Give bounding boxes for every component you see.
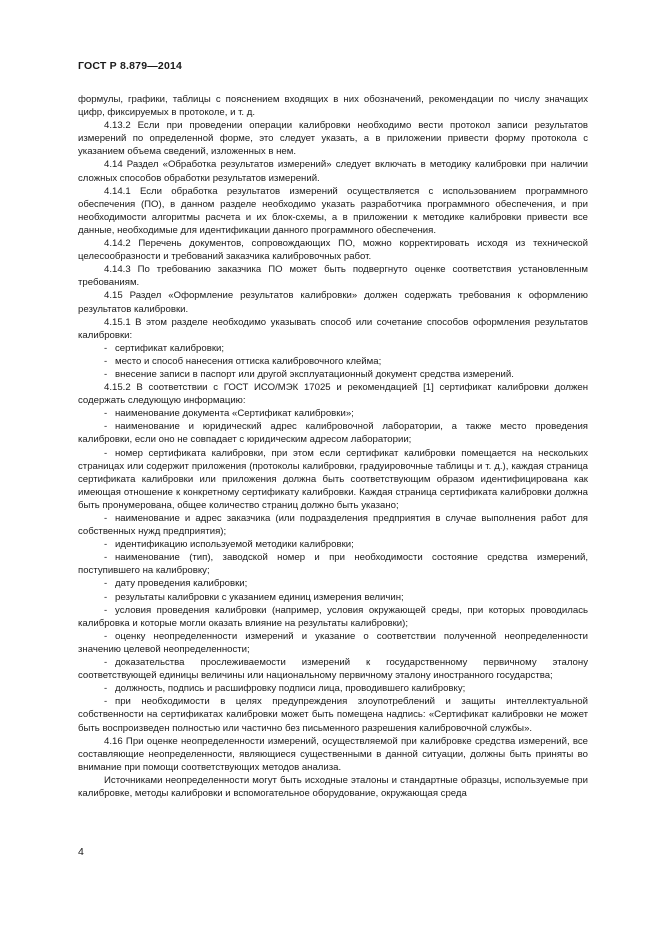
list-item: [78, 407, 588, 420]
paragraph-4-14-2: 4.14.2 Перечень документов, сопровождающих ПО, можно корректировать исходя из технической целесообразности и требований заказчика калибровочных работ.: [78, 238, 588, 263]
list-item-text: наименование документа «Сертификат калибровки»;: [115, 408, 354, 420]
list-dash: -: [104, 657, 108, 669]
list-dash: -: [104, 630, 108, 642]
list-item: [78, 591, 588, 604]
list-item-text: сертификат калибровки;: [115, 342, 225, 354]
list-dash: -: [104, 683, 108, 695]
list-item: [78, 551, 588, 577]
document-body: [78, 93, 588, 800]
list-dash: -: [104, 539, 108, 551]
list-item-text: оценку неопределенности измерений и указание о соответствии полученной неопределенности значению целевой неопределенности;: [78, 630, 588, 655]
list-dash: -: [104, 552, 108, 564]
list-item-text: место и способ нанесения оттиска калибровочного клейма;: [115, 355, 382, 367]
list-dash: -: [104, 368, 108, 380]
list-item: [78, 682, 588, 695]
list-item-text: идентификацию используемой методики калибровки;: [115, 539, 354, 551]
paragraph-4-14-1: 4.14.1 Если обработка результатов измерений осуществляется с использованием программного обеспечения (ПО), в данном разделе необходимо указать разработчика программного обеспечения, и при необходимости алгоритмы расчета и их блок-схемы, а в приложении к методике калибровки привести все данные, необходимые для идентификации данного программного обеспечения.: [78, 185, 588, 236]
list-item-text: дату проведения калибровки;: [115, 578, 248, 590]
list-item: [78, 630, 588, 656]
list-item-text: условия проведения калибровки (например, условия окружающей среды, при которых проводилась калибровка и которые могли оказать влияние на результаты калибровки);: [78, 604, 588, 629]
page-header-standard-number: ГОСТ Р 8.879—2014: [78, 60, 183, 72]
list-item-text: номер сертификата калибровки, при этом если сертификат калибровки помещается на нескольких страницах или содержит приложения (протоколы калибровки, градуировочные таблицы и т. д.), каждая страница сертификата калибровки или приложения должна быть соответствующим образом идентифицирована как имеющая отношение к конкретному сертификату калибровки. Каждая страница сертификата калибровки должна быть пронумерована, общее количество страниц должно быть указано;: [78, 447, 588, 511]
paragraph-4-16: 4.16 При оценке неопределенности измерений, осуществляемой при калибровке средства измерений, все составляющие неопределенности, являющиеся существенными в данной ситуации, должны быть приняты во внимание при помощи соответствующих методов анализа.: [78, 735, 588, 773]
list-item-text: наименование (тип), заводской номер и при необходимости состояние средства измерений, поступившего на калибровку;: [78, 552, 588, 577]
list-dash: -: [104, 408, 108, 420]
list-item-text: наименование и адрес заказчика (или подразделения предприятия в случае выполнения работ для собственных нужд предприятия);: [78, 513, 588, 538]
list-dash: -: [104, 421, 108, 433]
paragraph-4-15: 4.15 Раздел «Оформление результатов калибровки» должен содержать требования к оформлению результатов калибровки.: [78, 290, 588, 315]
paragraph: формулы, графики, таблицы с пояснением входящих в них обозначений, рекомендации по числу значащих цифр, фиксируемых в протоколе, и т. д.: [78, 94, 588, 119]
list-item: [78, 604, 588, 630]
list-dash: -: [104, 342, 108, 354]
list-dash: -: [104, 604, 108, 616]
list-item: [78, 355, 588, 368]
list-item-text: должность, подпись и расшифровку подписи лица, проводившего калибровку;: [115, 683, 466, 695]
paragraph-4-15-1: 4.15.1 В этом разделе необходимо указывать способ или сочетание способов оформления результатов калибровки:: [78, 316, 588, 341]
list-item: [78, 656, 588, 682]
paragraph-4-13-2: 4.13.2 Если при проведении операции калибровки необходимо вести протокол записи результатов измерений по определенной форме, это следует указать, а в приложении привести форму протокола с указанием объема сведений, изложенных в нем.: [78, 120, 588, 158]
list-item-text: внесение записи в паспорт или другой эксплуатационный документ средства измерений.: [115, 368, 514, 380]
paragraph: Источниками неопределенности могут быть исходные эталоны и стандартные образцы, используемые при калибровке, методы калибровки и вспомогательное оборудование, окружающая среда: [78, 774, 588, 799]
list-dash: -: [104, 513, 108, 524]
list-dash: -: [104, 591, 108, 603]
paragraph-4-14-3: 4.14.3 По требованию заказчика ПО может быть подвергнуто оценке соответствия установленным требованиям.: [78, 264, 588, 289]
list-item-text: результаты калибровки с указанием единиц измерения величин;: [115, 591, 404, 603]
list-item-text: при необходимости в целях предупреждения злоупотреблений и защиты интеллектуальной собственности на сертификатах калибровки может быть помещена надпись: «Сертификат калибровки не может быть воспроизведен полностью или частично без письменного разрешения калибровочной службы».: [78, 696, 588, 734]
list-dash: -: [104, 355, 108, 367]
list-dash: -: [104, 447, 108, 459]
paragraph-4-14: 4.14 Раздел «Обработка результатов измерений» следует включать в методику калибровки при наличии сложных способов обработки результатов измерений.: [78, 159, 588, 184]
list-item: [78, 512, 588, 538]
list-item: [78, 342, 588, 355]
list-item: [78, 447, 588, 512]
list-item: [78, 538, 588, 551]
list-item-text: наименование и юридический адрес калибровочной лаборатории, а также место проведения калибровки, если оно не совпадает с юридическим адресом лаборатории;: [78, 421, 588, 446]
list-item: [78, 368, 588, 381]
page-number: 4: [78, 846, 84, 858]
list-item: [78, 420, 588, 446]
list-item: [78, 695, 588, 734]
list-item: [78, 577, 588, 590]
paragraph-4-15-2: 4.15.2 В соответствии с ГОСТ ИСО/МЭК 17025 и рекомендацией [1] сертификат калибровки должен содержать следующую информацию:: [78, 382, 588, 407]
list-dash: -: [104, 578, 108, 590]
list-dash: -: [104, 696, 108, 708]
list-item-text: доказательства прослеживаемости измерений к государственному первичному эталону соответствующей единицы величины или национальному первичному эталону иностранного государства;: [78, 657, 588, 682]
